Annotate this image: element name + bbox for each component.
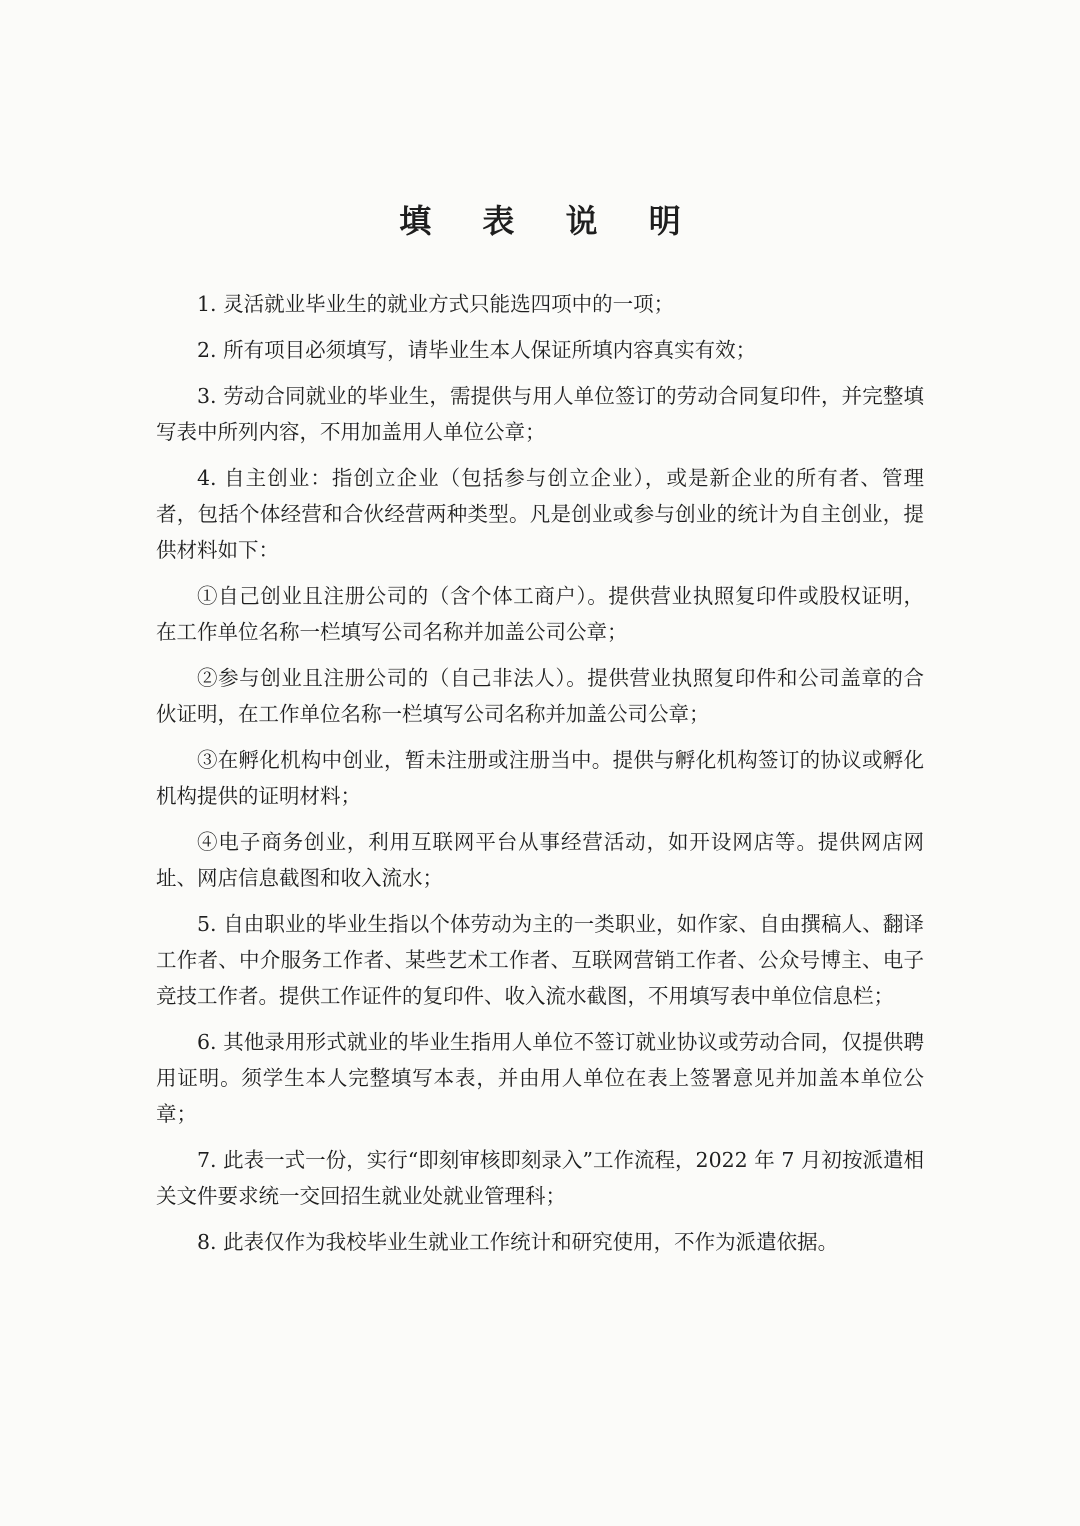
instruction-subitem-3: ③在孵化机构中创业，暂未注册或注册当中。提供与孵化机构签订的协议或孵化机构提供的证明材料； (156, 748, 924, 808)
instruction-item-1: 1. 灵活就业毕业生的就业方式只能选四项中的一项； (197, 292, 675, 316)
instruction-item-6: 6. 其他录用形式就业的毕业生指用人单位不签订就业协议或劳动合同，仅提供聘用证明。须学生本人完整填写本表，并由用人单位在表上签署意见并加盖本单位公章； (156, 1030, 924, 1126)
instruction-item-5: 5. 自由职业的毕业生指以个体劳动为主的一类职业，如作家、自由撰稿人、翻译工作者、中介服务工作者、某些艺术工作者、互联网营销工作者、公众号博主、电子竞技工作者。提供工作证件的复印件、收入流水截图，不用填写表中单位信息栏； (156, 912, 924, 1008)
instruction-subitem-1: ①自己创业且注册公司的（含个体工商户）。提供营业执照复印件或股权证明，在工作单位名称一栏填写公司名称并加盖公司公章； (156, 584, 924, 644)
instruction-item-3: 3. 劳动合同就业的毕业生，需提供与用人单位签订的劳动合同复印件，并完整填写表中所列内容，不用加盖用人单位公章； (156, 384, 924, 444)
page-title: 填 表 说 明 (399, 202, 701, 240)
instruction-subitem-4: ④电子商务创业，利用互联网平台从事经营活动，如开设网店等。提供网店网址、网店信息截图和收入流水； (156, 830, 924, 890)
instruction-item-7: 7. 此表一式一份，实行“即刻审核即刻录入”工作流程，2022 年 7 月初按派遣相关文件要求统一交回招生就业处就业管理科； (156, 1148, 924, 1208)
instruction-item-2: 2. 所有项目必须填写，请毕业生本人保证所填内容真实有效； (197, 338, 757, 362)
instruction-item-4: 4. 自主创业：指创立企业（包括参与创立企业），或是新企业的所有者、管理者，包括个体经营和合伙经营两种类型。凡是创业或参与创业的统计为自主创业，提供材料如下： (156, 466, 924, 562)
instructions-body (156, 286, 924, 1270)
instruction-subitem-2: ②参与创业且注册公司的（自己非法人）。提供营业执照复印件和公司盖章的合伙证明，在工作单位名称一栏填写公司名称并加盖公司公章； (156, 666, 924, 726)
instruction-item-8: 8. 此表仅作为我校毕业生就业工作统计和研究使用，不作为派遣依据。 (197, 1230, 839, 1254)
